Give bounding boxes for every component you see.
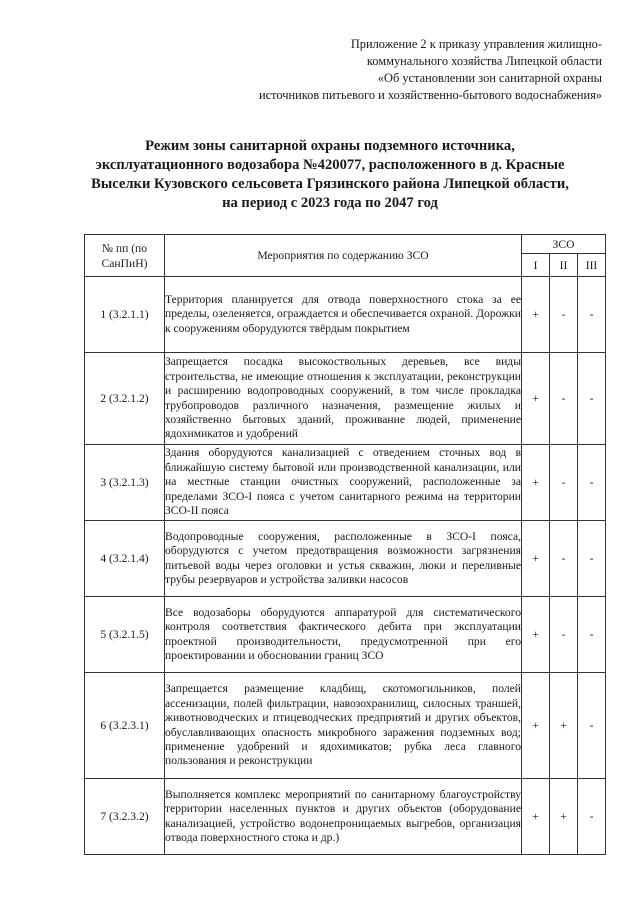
table-header-row	[85, 235, 606, 254]
zone-header-1: I	[522, 254, 550, 277]
row-number: 2 (3.2.1.2)	[85, 353, 165, 445]
zone-2-mark: +	[550, 779, 578, 855]
title-line: эксплуатационного водозабора №420077, расположенного в д. Красные	[95, 157, 565, 173]
zso-regime-table	[84, 234, 606, 855]
zone-3-mark: -	[578, 445, 606, 521]
column-header-measures: Мероприятия по содержанию ЗСО	[165, 235, 522, 277]
appendix-header	[182, 36, 602, 104]
zone-2-mark: -	[550, 277, 578, 353]
zone-1-mark: +	[522, 521, 550, 597]
row-measure-text: Все водозаборы оборудуются аппаратурой для систематического контроля соответствия фактического дебита при эксплуатации проектной производительности, предусмотренной при его проектировании и обосновании границ ЗСО	[165, 597, 522, 673]
row-measure-text: Запрещается размещение кладбищ, скотомогильников, полей ассенизации, полей фильтрации, навозохранилищ, силосных траншей, животноводческих и птицеводческих предприятий и других объектов, обуславливающих опасность микробного заражения подземных вод; применение удобрений и ядохимикатов; рубка леса главного пользования и реконструкции	[165, 673, 522, 779]
row-number: 4 (3.2.1.4)	[85, 521, 165, 597]
column-header-number: № пп (по СанПиН)	[85, 235, 165, 277]
zone-3-mark: -	[578, 779, 606, 855]
zone-1-mark: +	[522, 353, 550, 445]
zone-1-mark: +	[522, 597, 550, 673]
zone-3-mark: -	[578, 521, 606, 597]
row-measure-text: Водопроводные сооружения, расположенные в ЗСО-I пояса, оборудуются с учетом предотвращения возможности загрязнения питьевой воды через оголовки и устья скважин, люки и переливные трубы резервуаров и устройства заливки насосов	[165, 521, 522, 597]
zone-3-mark: -	[578, 353, 606, 445]
appendix-line: Приложение 2 к приказу управления жилищно-	[350, 37, 602, 51]
appendix-line: «Об установлении зон санитарной охраны	[377, 71, 602, 85]
row-number: 3 (3.2.1.3)	[85, 445, 165, 521]
zone-2-mark: -	[550, 445, 578, 521]
zone-1-mark: +	[522, 779, 550, 855]
appendix-line: источников питьевого и хозяйственно-бытового водоснабжения»	[259, 88, 602, 102]
zone-header-2: II	[550, 254, 578, 277]
row-measure-text: Запрещается посадка высокоствольных деревьев, все виды строительства, не имеющие отношения к эксплуатации, реконструкции и расширению водопроводных сооружений, в том числе прокладка трубопроводов различного назначения, размещение жилых и хозяйственно бытовых зданий, проживание людей, применение ядохимикатов и удобрений	[165, 353, 522, 445]
title-line: Выселки Кузовского сельсовета Грязинского района Липецкой области,	[91, 176, 569, 192]
zone-2-mark: -	[550, 597, 578, 673]
zone-1-mark: +	[522, 445, 550, 521]
table-row	[85, 445, 606, 521]
row-number: 1 (3.2.1.1)	[85, 277, 165, 353]
zone-2-mark: -	[550, 353, 578, 445]
zone-1-mark: +	[522, 277, 550, 353]
appendix-line: коммунального хозяйства Липецкой области	[366, 54, 602, 68]
row-number: 5 (3.2.1.5)	[85, 597, 165, 673]
title-line: Режим зоны санитарной охраны подземного источника,	[145, 138, 515, 154]
zone-2-mark: +	[550, 673, 578, 779]
column-header-zso: ЗСО	[522, 235, 606, 254]
table-row	[85, 779, 606, 855]
document-title	[60, 137, 600, 213]
zone-header-3: III	[578, 254, 606, 277]
row-measure-text: Территория планируется для отвода поверхностного стока за ее пределы, озеленяется, ограждается и обеспечивается охраной. Дорожки к сооружениям оборудуются твёрдым покрытием	[165, 277, 522, 353]
zone-1-mark: +	[522, 673, 550, 779]
zone-3-mark: -	[578, 597, 606, 673]
zone-3-mark: -	[578, 673, 606, 779]
row-number: 7 (3.2.3.2)	[85, 779, 165, 855]
table-row	[85, 353, 606, 445]
table-row	[85, 673, 606, 779]
table-row	[85, 277, 606, 353]
table-row	[85, 521, 606, 597]
row-measure-text: Здания оборудуются канализацией с отведением сточных вод в ближайшую систему бытовой или производственной канализации, или на местные станции очистных сооружений, расположенные за пределами ЗСО-I пояса с учетом санитарного режима на территории ЗСО-II пояса	[165, 445, 522, 521]
table-row	[85, 597, 606, 673]
zone-2-mark: -	[550, 521, 578, 597]
title-line: на период с 2023 года по 2047 год	[222, 195, 438, 211]
row-measure-text: Выполняется комплекс мероприятий по санитарному благоустройству территории населенных пунктов и других объектов (оборудование канализацией, устройство водонепроницаемых выгребов, организация отвода поверхностного стока и др.)	[165, 779, 522, 855]
zone-3-mark: -	[578, 277, 606, 353]
row-number: 6 (3.2.3.1)	[85, 673, 165, 779]
